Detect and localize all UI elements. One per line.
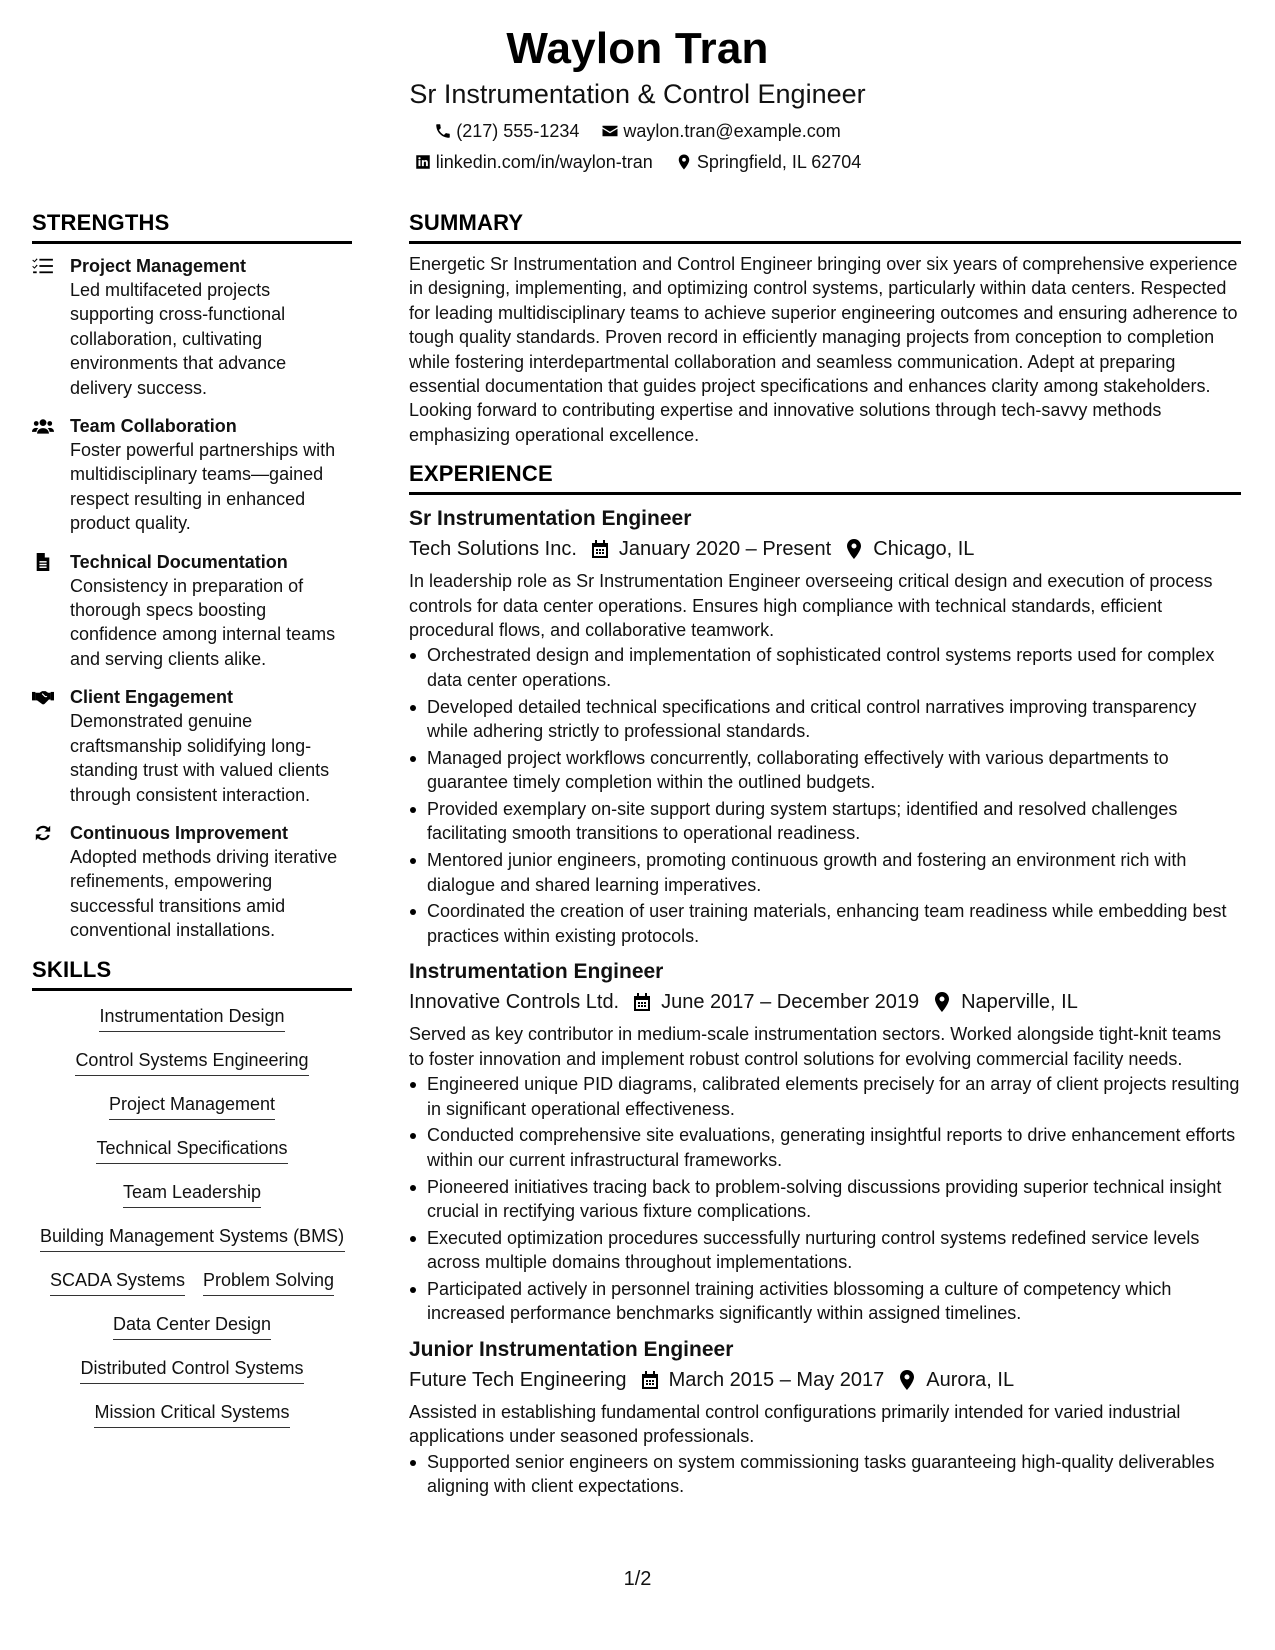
phone-text: (217) 555-1234 bbox=[456, 121, 580, 141]
contact-email[interactable] bbox=[601, 120, 840, 142]
strength-title: Team Collaboration bbox=[70, 416, 237, 437]
skill-tag: SCADA Systems bbox=[50, 1265, 185, 1296]
job-bullets bbox=[409, 1072, 1241, 1326]
strength-item bbox=[32, 414, 352, 536]
job-meta bbox=[409, 989, 1241, 1015]
calendar-icon bbox=[633, 992, 651, 1012]
skill-tag: Project Management bbox=[109, 1089, 275, 1120]
bullet-item: Mentored junior engineers, promoting continuous growth and fostering an environment rich with dialogue and shared learning imperatives. bbox=[409, 848, 1241, 897]
bullet-item: Pioneered initiatives tracing back to problem-solving discussions providing superior technical insight crucial in rectifying various fixture complications. bbox=[409, 1175, 1241, 1224]
map-pin-icon bbox=[933, 992, 951, 1012]
job-entry bbox=[409, 958, 1241, 1325]
calendar-icon bbox=[591, 539, 609, 559]
email-text: waylon.tran@example.com bbox=[623, 121, 841, 141]
envelope-icon bbox=[601, 122, 619, 140]
bullet-item: Orchestrated design and implementation of sophisticated control systems reports used for complex data center operations. bbox=[409, 643, 1241, 692]
job-dates: March 2015 – May 2017 bbox=[668, 1368, 885, 1391]
page-number: 1/2 bbox=[623, 1568, 652, 1590]
job-company: Future Tech Engineering bbox=[409, 1368, 627, 1391]
job-location: Naperville, IL bbox=[961, 991, 1078, 1014]
job-location: Aurora, IL bbox=[926, 1368, 1015, 1391]
skills-heading: SKILLS bbox=[32, 957, 352, 991]
bullet-item: Engineered unique PID diagrams, calibrated elements precisely for an array of client projects resulting in significant operational effectiveness. bbox=[409, 1072, 1241, 1121]
bullet-item: Executed optimization procedures successfully nurturing control systems redefined service levels across multiple domains throughout implementations. bbox=[409, 1226, 1241, 1275]
skill-tag: Instrumentation Design bbox=[99, 1001, 284, 1032]
bullet-item: Supported senior engineers on system commissioning tasks guaranteeing high-quality deliverables aligning with client expectations. bbox=[409, 1450, 1241, 1499]
candidate-title: Sr Instrumentation & Control Engineer bbox=[409, 79, 866, 109]
strength-item bbox=[32, 550, 352, 672]
experience-heading: EXPERIENCE bbox=[409, 461, 1241, 495]
contact-linkedin[interactable] bbox=[414, 151, 653, 173]
strength-desc: Foster powerful partnerships with multidisciplinary teams—gained respect resulting in enhanced product quality. bbox=[70, 440, 336, 534]
job-company: Tech Solutions Inc. bbox=[409, 538, 577, 561]
contact-phone[interactable] bbox=[434, 120, 579, 142]
job-location: Chicago, IL bbox=[873, 538, 975, 561]
skills-list bbox=[32, 1001, 352, 1441]
skill-tag: Distributed Control Systems bbox=[80, 1353, 303, 1384]
right-column bbox=[409, 210, 1241, 1501]
strength-desc: Led multifaceted projects supporting cross-functional collaboration, cultivating environments that advance delivery success. bbox=[70, 280, 287, 398]
strength-title: Continuous Improvement bbox=[70, 822, 289, 843]
bullet-item: Participated actively in personnel training activities blossoming a culture of competency which increased performance benchmarks significantly within assigned timelines. bbox=[409, 1277, 1241, 1326]
skill-tag: Mission Critical Systems bbox=[94, 1397, 289, 1428]
job-bullets bbox=[409, 1450, 1241, 1499]
map-pin-icon bbox=[845, 539, 863, 559]
skill-tag: Problem Solving bbox=[203, 1265, 334, 1296]
job-meta bbox=[409, 1367, 1241, 1393]
strength-title: Client Engagement bbox=[70, 687, 234, 708]
skill-tag: Technical Specifications bbox=[96, 1133, 287, 1164]
job-dates: June 2017 – December 2019 bbox=[661, 991, 920, 1014]
bullet-item: Developed detailed technical specifications and critical control narratives improving transparency while adhering strictly to professional standards. bbox=[409, 695, 1241, 744]
linkedin-text: linkedin.com/in/waylon-tran bbox=[435, 152, 653, 172]
job-company: Innovative Controls Ltd. bbox=[409, 991, 620, 1014]
strengths-list bbox=[32, 254, 352, 943]
map-pin-icon bbox=[675, 153, 693, 171]
bullet-item: Provided exemplary on-site support during system startups; identified and resolved challenges facilitating smooth transitions to operational readiness. bbox=[409, 797, 1241, 846]
contact-row-2 bbox=[0, 151, 1275, 173]
job-bullets bbox=[409, 643, 1241, 948]
left-column bbox=[32, 210, 352, 1441]
strength-title: Technical Documentation bbox=[70, 551, 288, 572]
bullet-item: Conducted comprehensive site evaluations, generating insightful reports to drive enhancement efforts within our current infrastructural frameworks. bbox=[409, 1123, 1241, 1172]
strength-item bbox=[32, 685, 352, 807]
bullet-item: Coordinated the creation of user training materials, enhancing team readiness while embedding best practices within existing protocols. bbox=[409, 899, 1241, 948]
phone-icon bbox=[434, 122, 452, 140]
strength-title: Project Management bbox=[70, 256, 247, 276]
skill-tag: Team Leadership bbox=[123, 1177, 261, 1208]
job-title: Junior Instrumentation Engineer bbox=[409, 1337, 734, 1361]
linkedin-icon bbox=[414, 153, 432, 171]
job-entry bbox=[409, 1336, 1241, 1499]
job-entry bbox=[409, 505, 1241, 948]
contact-location bbox=[675, 151, 861, 173]
job-description: In leadership role as Sr Instrumentation Engineer overseeing critical design and execution of process controls for data center operations. Ensures high compliance with technical standards, efficient procedural flows, and collaborative teamwork. bbox=[409, 571, 1213, 641]
job-title: Sr Instrumentation Engineer bbox=[409, 507, 692, 531]
job-description: Served as key contributor in medium-scale instrumentation sectors. Worked alongside tight-knit teams to foster innovation and implement robust control solutions for evolving commercial facility needs. bbox=[409, 1024, 1222, 1069]
job-dates: January 2020 – Present bbox=[618, 538, 832, 561]
resume-header bbox=[0, 22, 1275, 173]
summary-text: Energetic Sr Instrumentation and Control Engineer bringing over six years of comprehensive experience in designing, implementing, and optimizing control systems, particularly within data centers. Respected for leading multidisciplinary teams to achieve superior engineering outcomes and ensuring adherence to tough quality standards. Proven record in efficiently managing projects from conception to completion while fostering interdepartmental collaboration and seamless communication. Adept at preparing essential documentation that guides project specifications and enhances clarity among stakeholders. Looking forward to contributing expertise and innovative solutions through tech-savvy methods emphasizing operational excellence. bbox=[409, 254, 1238, 445]
refresh-icon bbox=[32, 824, 54, 842]
task-list-icon bbox=[32, 257, 54, 275]
skill-tag: Data Center Design bbox=[113, 1309, 271, 1340]
job-description: Assisted in establishing fundamental control configurations primarily intended for varied industrial applications under seasoned professionals. bbox=[409, 1401, 1181, 1447]
document-icon bbox=[32, 553, 54, 571]
strength-item bbox=[32, 254, 352, 400]
candidate-name: Waylon Tran bbox=[506, 24, 769, 73]
location-text: Springfield, IL 62704 bbox=[696, 152, 862, 172]
job-meta bbox=[409, 536, 1241, 562]
map-pin-icon bbox=[898, 1370, 916, 1390]
strength-desc: Adopted methods driving iterative refinements, empowering successful transitions amid conventional installations. bbox=[70, 846, 338, 941]
bullet-item: Managed project workflows concurrently, collaborating effectively with various departments to guarantee timely completion within the outlined budgets. bbox=[409, 746, 1241, 795]
contact-row-1 bbox=[0, 120, 1275, 142]
users-icon bbox=[32, 417, 54, 435]
handshake-icon bbox=[32, 688, 54, 706]
skill-tag: Control Systems Engineering bbox=[75, 1045, 308, 1076]
skill-tag: Building Management Systems (BMS) bbox=[40, 1221, 345, 1252]
strengths-heading: STRENGTHS bbox=[32, 210, 352, 244]
job-title: Instrumentation Engineer bbox=[409, 960, 664, 984]
strength-desc: Consistency in preparation of thorough specs boosting confidence among internal teams and serving clients alike. bbox=[70, 575, 336, 669]
strength-item bbox=[32, 821, 352, 943]
strength-desc: Demonstrated genuine craftsmanship solidifying long-standing trust with valued clients through consistent interaction. bbox=[70, 711, 330, 805]
calendar-icon bbox=[641, 1370, 659, 1390]
summary-heading: SUMMARY bbox=[409, 210, 1241, 244]
